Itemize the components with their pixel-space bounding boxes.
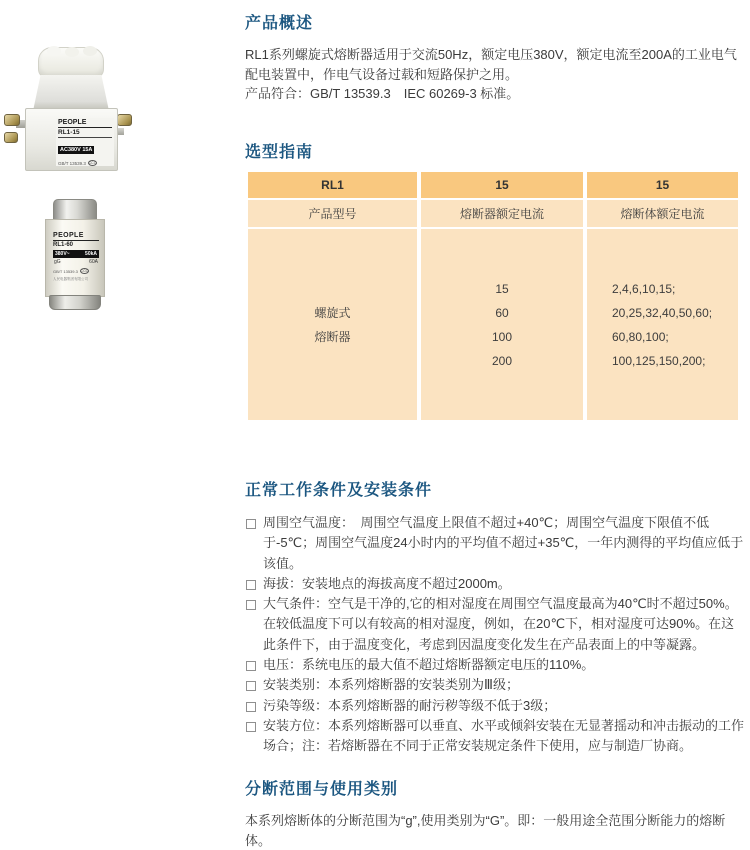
table-subheader-cell: 熔断体额定电流: [587, 200, 738, 227]
list-item: [245, 513, 745, 574]
model-label: RL1-15: [58, 128, 112, 138]
voltage-label: 380V~: [55, 251, 70, 257]
brand-label: PEOPLE: [53, 231, 99, 241]
product-label: [56, 118, 114, 166]
rating-label: AC380V 15A: [60, 147, 93, 153]
company-label: 人民电器集团有限公司: [53, 277, 88, 281]
condition-text: 大气条件：空气是干净的,它的相对湿度在周围空气温度最高为40℃时不超过50%。在较低温度下可以有较高的相对湿度，例如，在20℃下，相对湿度可达90%。在这此条件下，由于温度变化，考虑到因温度变化发生在产品表面上的中等凝露。: [263, 596, 738, 652]
class-current-row: [53, 258, 99, 266]
table-body-product-type: [248, 229, 417, 420]
list-item: [245, 574, 745, 594]
product-type-line: 螺旋式: [314, 305, 351, 320]
table-header-cell: 15: [587, 172, 738, 198]
table-value: 60,80,100;: [612, 329, 669, 344]
condition-text: 电压：系统电压的最大值不超过熔断器额定电压的110%。: [263, 657, 595, 673]
brand-label: PEOPLE: [58, 119, 112, 128]
condition-text: 海拔：安装地点的海拔高度不超过2000m。: [263, 575, 511, 591]
checkbox-icon: [246, 722, 256, 732]
fuse-link-bottom-cap: [49, 295, 101, 310]
conditions-list: [245, 513, 745, 757]
fuse-holder-skirt: [33, 75, 109, 111]
table-value: 15: [495, 281, 509, 296]
product-label: [53, 231, 99, 281]
rating-label: [53, 250, 99, 258]
checkbox-icon: [246, 580, 256, 590]
overview-line-1: RL1系列螺旋式熔断器适用于交流50Hz，额定电压380V，额定电流至200A的工业电气配电装置中，作电气设备过载和短路保护之用。: [245, 47, 737, 82]
table-value: 100: [491, 329, 513, 344]
product-photo-fuse-link: [45, 198, 105, 312]
model-label: RL1-60: [53, 242, 74, 248]
section-title-conditions: 正常工作条件及安装条件: [245, 482, 433, 499]
screw-icon: [4, 114, 20, 126]
selection-table: [248, 172, 738, 420]
condition-text: 周围空气温度： 周围空气温度上限值不超过+40℃；周围空气温度下限值不低于-5℃；周围空气温度24小时内的平均值不超过+35℃，一年内测得的平均值应低于该值。: [263, 515, 744, 571]
product-type-line: 熔断器: [314, 329, 351, 344]
condition-text: 污染等级：本系列熔断器的耐污秽等级不低于3级；: [263, 697, 557, 713]
checkbox-icon: [246, 600, 256, 610]
overview-paragraph: [245, 45, 747, 104]
fuse-holder-base: [25, 108, 118, 171]
section-title-breaking: 分断范围与使用类别: [245, 781, 399, 798]
table-value: 60: [495, 305, 509, 320]
checkbox-icon: [246, 681, 256, 691]
list-item: [245, 716, 745, 757]
list-item: [245, 655, 745, 675]
screw-icon: [117, 114, 132, 126]
table-header-cell: RL1: [248, 172, 417, 198]
screw-icon: [4, 132, 18, 143]
list-item: [245, 696, 745, 716]
ccc-mark-icon: CCC: [80, 269, 89, 273]
standard-label: GB/T 13539.3: [53, 268, 78, 274]
standard-label: GB/T 13539.3: [58, 160, 86, 166]
overview-line-2: 产品符合：GB/T 13539.3 IEC 60269-3 标准。: [245, 86, 520, 101]
current-label: 60A: [89, 259, 98, 265]
section-title-overview: 产品概述: [245, 15, 314, 32]
breaking-paragraph: 本系列熔断体的分断范围为“g”,使用类别为“G”。即：一般用途全范围分断能力的熔断体。: [245, 813, 726, 848]
fuse-link-body: [45, 219, 105, 297]
fuse-link-top-cap: [53, 199, 97, 221]
table-subheader-cell: 产品型号: [248, 200, 417, 227]
content-column: [245, 0, 745, 848]
fuse-holder-cap: [38, 47, 104, 79]
table-header-cell: 15: [421, 172, 583, 198]
checkbox-icon: [246, 661, 256, 671]
table-value: 2,4,6,10,15;: [612, 281, 676, 296]
list-item: [245, 594, 745, 655]
table-value: 200: [491, 353, 513, 368]
list-item: [245, 675, 745, 695]
utilization-class-label: gG: [54, 259, 61, 265]
ccc-mark-icon: CCC: [88, 161, 97, 165]
checkbox-icon: [246, 702, 256, 712]
section-title-selection: 选型指南: [245, 144, 314, 161]
checkbox-icon: [246, 519, 256, 529]
table-body-fuse-currents: [421, 229, 583, 420]
table-value: 20,25,32,40,50,60;: [612, 305, 713, 320]
table-subheader-cell: 熔断器额定电流: [421, 200, 583, 227]
breaking-capacity-label: 50kA: [85, 251, 97, 257]
condition-text: 安装类别：本系列熔断器的安装类别为Ⅲ级；: [263, 677, 519, 693]
condition-text: 安装方位：本系列熔断器可以垂直、水平或倾斜安装在无显著摇动和冲击振动的工作场合；注：若熔断器在不同于正常安装规定条件下使用，应与制造厂协商。: [263, 717, 745, 754]
table-value: 100,125,150,200;: [612, 353, 706, 368]
product-photo-fuse-holder: [2, 44, 138, 176]
table-body-link-currents: [587, 229, 738, 420]
